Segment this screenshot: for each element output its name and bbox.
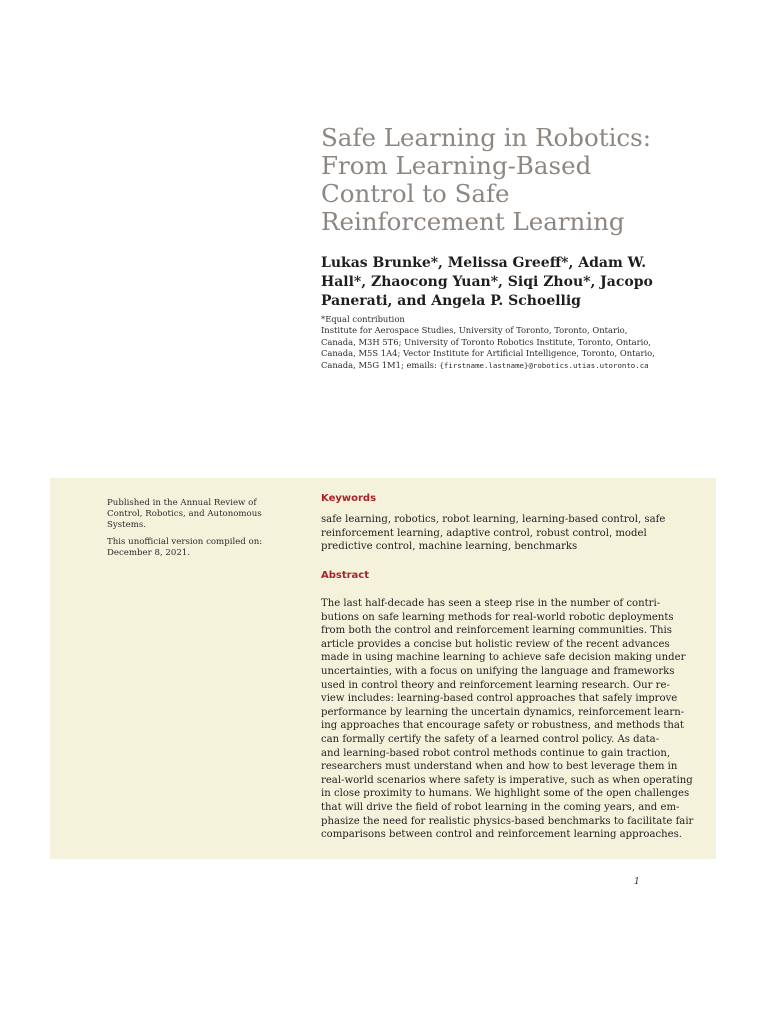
affiliation-last-text: Canada, M5G 1M1; emails: — [321, 359, 440, 370]
keywords-line: safe learning, robotics, robot learning, learning-based control, safe — [321, 514, 666, 525]
abstract-line: comparisons between control and reinforcement learning approaches. — [321, 829, 683, 841]
keywords-line: reinforcement learning, adaptive control, robust control, model — [321, 527, 647, 539]
keywords-text — [321, 513, 701, 554]
paper-title — [321, 124, 721, 236]
published-line: Control, Robotics, and Autonomous — [107, 509, 262, 519]
published-in — [107, 498, 297, 531]
affiliations — [321, 314, 731, 371]
equal-contribution-note: *Equal contribution — [321, 314, 405, 324]
affiliation-line: Canada, M3H 5T6; University of Toronto Robotics Institute, Toronto, Ontario, — [321, 336, 651, 347]
affiliation-line — [321, 360, 731, 371]
abstract-heading: Abstract — [321, 570, 370, 581]
affiliation-line: Canada, M5S 1A4; Vector Institute for Artificial Intelligence, Toronto, Ontario, — [321, 348, 655, 359]
compiled-line: December 8, 2021. — [107, 548, 190, 558]
title-line: Safe Learning in Robotics: — [321, 123, 651, 152]
abstract-line: article provides a concise but holistic review of the recent advances — [321, 638, 670, 650]
affiliation-line: Institute for Aerospace Studies, University of Toronto, Toronto, Ontario, — [321, 325, 628, 336]
abstract-line: real-world scenarios where safety is imperative, such as when operating — [321, 774, 693, 786]
published-line: Systems. — [107, 520, 146, 530]
page-number: 1 — [634, 877, 640, 887]
abstract-line: researchers must understand when and how to best leverage them in — [321, 761, 678, 773]
compiled-line: This unofficial version compiled on: — [107, 537, 263, 547]
title-line: From Learning-Based — [321, 151, 592, 180]
author-line: Lukas Brunke*, Melissa Greeff*, Adam W. — [321, 255, 647, 271]
abstract-line: butions on safe learning methods for real-world robotic deployments — [321, 611, 674, 623]
title-line: Reinforcement Learning — [321, 207, 625, 236]
abstract-line: that will drive the field of robot learning in the coming years, and em- — [321, 801, 680, 813]
author-line: Panerati, and Angela P. Schoellig — [321, 293, 581, 309]
title-line: Control to Safe — [321, 179, 510, 208]
author-list — [321, 254, 731, 311]
abstract-line: uncertainties, with a focus on unifying the language and frameworks — [321, 665, 675, 677]
abstract-line: performance by learning the uncertain dynamics, reinforcement learn- — [321, 706, 685, 718]
author-line: Hall*, Zhaocong Yuan*, Siqi Zhou*, Jacopo — [321, 274, 653, 290]
compiled-on — [107, 537, 297, 559]
abstract-line: made in using machine learning to achieve safe decision making under — [321, 652, 686, 664]
keywords-line: predictive control, machine learning, benchmarks — [321, 541, 578, 553]
published-line: Published in the Annual Review of — [107, 498, 257, 508]
abstract-line: used in control theory and reinforcement learning research. Our re- — [321, 679, 670, 691]
abstract-line: The last half-decade has seen a steep rise in the number of contri- — [321, 598, 661, 609]
abstract-line: from both the control and reinforcement learning communities. This — [321, 625, 672, 637]
abstract-line: phasize the need for realistic physics-based benchmarks to facilitate fair — [321, 815, 694, 827]
abstract-line: can formally certify the safety of a learned control policy. As data- — [321, 733, 660, 745]
abstract-line: ing approaches that encourage safety or robustness, and methods that — [321, 720, 684, 732]
publication-note — [107, 498, 297, 565]
keywords-heading: Keywords — [321, 493, 377, 504]
abstract-line: and learning-based robot control methods continue to gain traction, — [321, 747, 671, 759]
abstract-text — [321, 597, 694, 842]
email-address: {firstname.lastname}@robotics.utias.utoronto.ca — [439, 360, 649, 370]
abstract-line: view includes: learning-based control approaches that safely improve — [321, 693, 678, 705]
abstract-line: in close proximity to humans. We highlight some of the open challenges — [321, 788, 690, 800]
